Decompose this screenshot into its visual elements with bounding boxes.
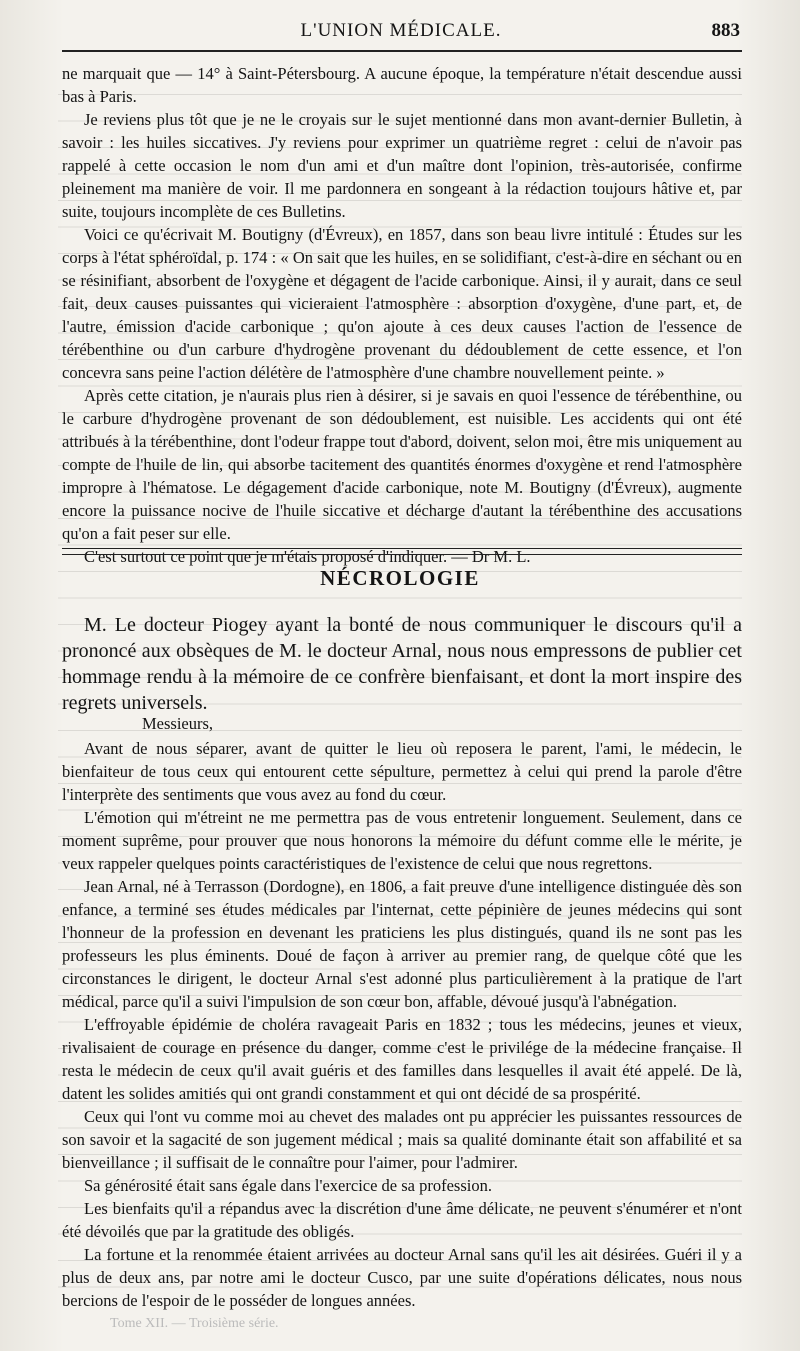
paragraph: L'émotion qui m'étreint ne me permettra pas de vous entretenir longuement. Seulement, dans ce moment suprême, pour prouver que nous honorons la mémoire du défunt comme elle le mérite, je veux rappeler quelques points caractéristiques de l'existence de celui que nous regrettons. [62,808,742,873]
paragraph: L'effroyable épidémie de choléra ravageait Paris en 1832 ; tous les médecins, jeunes et vieux, rivalisaient de courage en présence du danger, comme c'est le privilége de la médecine française. Il resta le médecin de ceux qu'il avait guéris et des familles dans lesquelles il avait été appelé. De là, datent les solides amitiés qui ont grandi constamment et qui ont décidé de sa prospérité. [62,1015,742,1103]
lead-paragraph: M. Le docteur Piogey ayant la bonté de nous communiquer le discours qu'il a prononcé aux obsèques de M. le docteur Arnal, nous nous empressons de publier cet hommage rendu à la mémoire de ce confrère bienfaisant, et dont la mort inspire des regrets universels. [62,614,742,714]
paragraph: ne marquait que — 14° à Saint-Pétersbourg. A aucune époque, la température n'était descendue aussi bas à Paris. [62,64,742,106]
paragraph: Les bienfaits qu'il a répandus avec la discrétion d'une âme délicate, ne peuvent s'énumérer et n'ont été dévoilés que par la gratitude des obligés. [62,1199,742,1241]
paragraph: Ceux qui l'ont vu comme moi au chevet des malades ont pu apprécier les puissantes ressources de son savoir et la sagacité de son jugement médical ; mais sa qualité dominante était son affabilité et sa bienveillance ; il suffisait de le connaître pour l'aimer, pour l'admirer. [62,1107,742,1172]
paragraph: La fortune et la renommée étaient arrivées au docteur Arnal sans qu'il les ait désirées. Guéri il y a plus de deux ans, par notre ami le docteur Cusco, par une suite d'opérations délicates, nous nous bercions de l'espoir de le posséder de longues années. [62,1245,742,1310]
paragraph: Je reviens plus tôt que je ne le croyais sur le sujet mentionné dans mon avant-dernier Bulletin, à savoir : les huiles siccatives. J'y reviens pour exprimer un quatrième regret : celui de n'avoir pas rappelé à cette occasion le nom d'un ami et d'un maître dont l'opinion, très-autorisée, confirme pleinement ma manière de voir. Il me pardonnera en songeant à la rédaction toujours hâtive et, par suite, toujours incomplète de ces Bulletins. [62,110,742,221]
paragraph: C'est surtout ce point que je m'étais proposé d'indiquer. — Dr M. L. [84,547,531,566]
paragraph: Voici ce qu'écrivait M. Boutigny (d'Évreux), en 1857, dans son beau livre intitulé : Études sur les corps à l'état sphéroïdal, p. 174 : « On sait que les huiles, en se solidifiant, c'est-à-dire en séchant ou en se résinifiant, absorbent de l'oxygène et dégagent de l'acide carbonique. Ainsi, il y aurait, dans ce seul fait, deux causes puissantes qui vicieraient l'atmosphère : absorption d'oxygène, d'une part, et, de l'autre, émission d'acide carbonique ; qu'on ajoute à ces deux causes l'action de l'essence de térébenthine ou d'un carbure d'hydrogène provenant du dédoublement de cette essence, et l'on concevra sans peine l'action délétère de l'atmosphère d'une chambre nouvellement peinte. » [62,225,742,382]
paragraph: Jean Arnal, né à Terrasson (Dordogne), en 1806, a fait preuve d'une intelligence distinguée dès son enfance, a terminé ses études médicales par l'internat, cette pépinière de jeunes médecins qui sont l'honneur de la profession en devenant les praticiens les plus distingués, quand ils ne sont pas les professeurs les plus éminents. Doué de façon à arriver au premier rang, de quelque côté que les circonstances le dirigent, le docteur Arnal s'est adonné plus particulièrement à la pratique de l'art médical, parce qu'il a suivi l'impulsion de son cœur bon, affable, dévoué jusqu'à l'abnégation. [62,877,742,1011]
running-title: L'UNION MÉDICALE. [300,20,502,41]
paragraph: Sa générosité était sans égale dans l'exercice de sa profession. [84,1176,492,1195]
necrologie-lead [62,612,742,716]
eulogy-speech [62,712,742,1312]
section-divider [62,548,742,555]
volume-footer: Tome XII. — Troisième série. [110,1316,279,1331]
header-rule [62,50,742,52]
paragraph: Après cette citation, je n'aurais plus rien à désirer, si je savais en quoi l'essence de térébenthine, ou le carbure d'hydrogène provenant de son dédoublement, est nuisible. Les accidents qui ont été attribués à la térébenthine, dont l'odeur frappe tout d'abord, doivent, selon moi, être mis uniquement au compte de l'huile de lin, qui absorbe tacitement des quantités énormes d'oxygène et rend l'atmosphère impropre à l'hématose. Le dégagement d'acide carbonique, note M. Boutigny (d'Évreux), augmente encore la puissance nocive de l'huile siccative et décharge d'autant la térébenthine des accusations qu'on a fait peser sur elle. [62,386,742,543]
paragraph: Avant de nous séparer, avant de quitter le lieu où reposera le parent, l'ami, le médecin, le bienfaiteur de tous ceux qui entourent cette sépulture, permettez à celui qui prend la parole d'être l'interprète des sentiments que vous avez au fond du cœur. [62,739,742,804]
section-title: NÉCROLOGIE [320,566,480,590]
page-number: 883 [711,20,740,41]
bulletin-section [62,62,742,568]
salutation: Messieurs, [142,714,214,733]
running-header [62,20,740,44]
